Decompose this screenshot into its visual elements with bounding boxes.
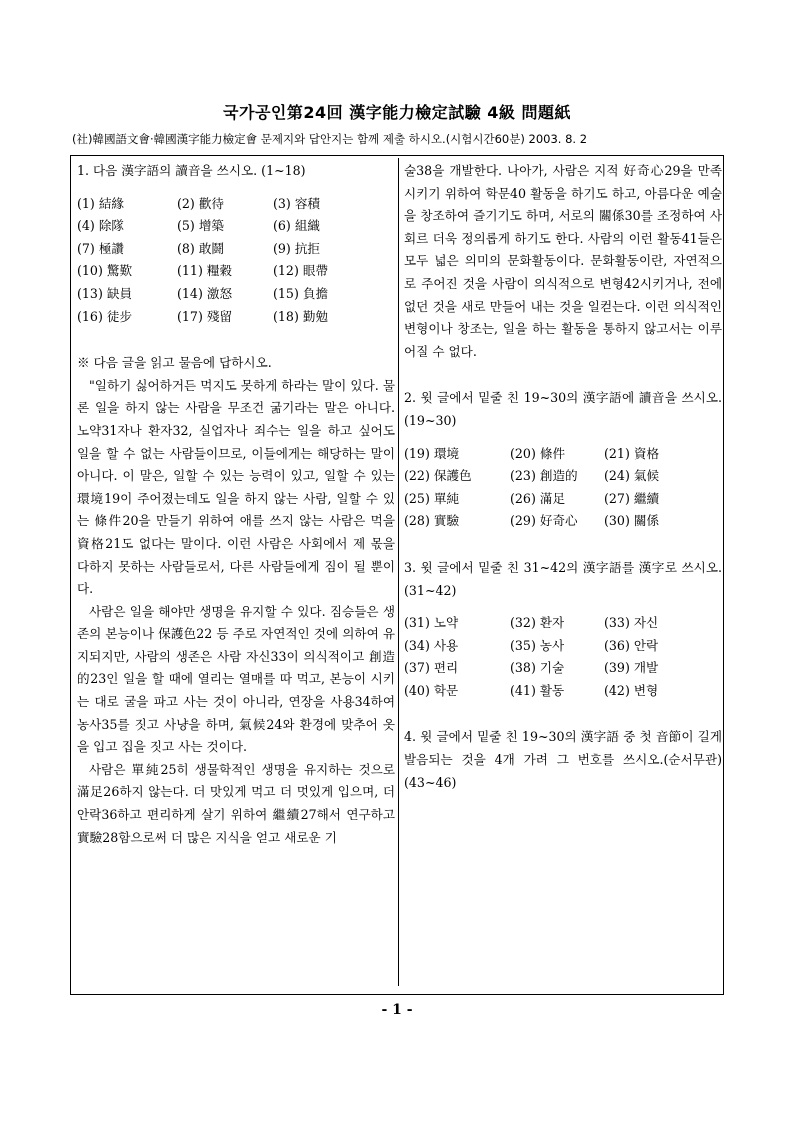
question-3-items <box>404 612 722 702</box>
passage-paragraph: "일하기 싫어하거든 먹지도 못하게 하라는 말이 있다. 물론 일을 하지 않는 사람을 무조건 굶기라는 말은 아니다. 노약31자나 환자32, 실업자나 죄수는 일을 하고 싶어도 일을 할 수 없는 사람들이므로, 이들에게는 해당하는 말이 아니다. 이 말은, 일할 수 있는 능력이 있고, 일할 수 있는 環境19이 주어졌는데도 일을 하지 않는 사람, 일할 수 있는 條件20을 만들기 위하여 애를 쓰지 않는 사람은 먹을 資格21도 없다는 말이다. 이런 사람은 사회에서 제 몫을 다하지 못하는 사람들로서, 다른 사람들에게 짐이 될 뿐이다. <box>77 377 395 597</box>
q3-item: (35) 농사 <box>510 637 565 653</box>
q1-item: (11) 糧穀 <box>177 263 233 279</box>
right-column <box>404 160 722 794</box>
q3-item: (32) 환자 <box>510 615 565 631</box>
q2-item: (23) 創造的 <box>510 468 578 484</box>
left-column <box>77 160 395 849</box>
q2-item: (20) 條件 <box>510 445 566 461</box>
q1-item: (4) 除隊 <box>77 218 125 234</box>
passage-paragraph: 술38을 개발한다. 나아가, 사람은 지적 好奇心29을 만족시키기 위하여 학문40 활동을 하기도 하고, 아름다운 예술을 창조하여 즐기기도 하며, 서로의 關係30를 조정하여 사회르 더욱 정의롭게 하기도 한다. 사람의 이런 활동41들은 모두 넓은 의미의 문화활동이다. 문화활동이란, 자연적으로 주어진 것을 사람이 의식적으로 변형42시키거나, 전에 없던 것을 새로 만들어 내는 것을 일컫는다. 이런 의식적인 변형이나 창조는, 일을 하는 활동을 통하지 않고서는 이루어질 수 없다. <box>404 163 722 359</box>
q1-item: (8) 敢鬪 <box>177 240 225 256</box>
q1-item: (18) 勤勉 <box>273 308 329 324</box>
q3-item: (39) 개발 <box>604 660 659 676</box>
q2-item: (19) 環境 <box>404 445 460 461</box>
q3-item: (41) 활동 <box>510 682 565 698</box>
q2-item: (24) 氣候 <box>604 468 660 484</box>
q3-item: (38) 기술 <box>510 660 565 676</box>
q1-item: (10) 驚歎 <box>77 263 133 279</box>
q3-item: (36) 안락 <box>604 637 659 653</box>
page-number: - 1 - <box>381 1002 413 1018</box>
exam-subtitle: (社)韓國語文會·韓國漢字能力檢定會 문제지와 답안지는 함께 제출 하시오.(시험시간60분) 2003. 8. 2 <box>72 132 588 146</box>
q3-item: (37) 편리 <box>404 660 459 676</box>
q3-item: (40) 학문 <box>404 682 459 698</box>
q1-item: (14) 激怒 <box>177 285 233 301</box>
q2-item: (27) 繼續 <box>604 490 660 506</box>
q1-item: (1) 結緣 <box>77 195 125 211</box>
q2-item: (21) 資格 <box>604 445 660 461</box>
q2-item: (29) 好奇心 <box>510 513 578 529</box>
question-1: 1. 다음 漢字語의 讀音을 쓰시오. (1~18) <box>77 163 306 178</box>
column-divider <box>398 158 399 986</box>
passage-instruction: ※ 다음 글을 읽고 물음에 답하시오. <box>77 355 272 371</box>
q2-item: (30) 關係 <box>604 513 660 529</box>
q1-item: (2) 歡待 <box>177 195 225 211</box>
q3-item: (34) 사용 <box>404 637 459 653</box>
question-4: 4. 윗 글에서 밑줄 친 19~30의 漢字語 중 첫 音節이 길게 발음되는 것을 4개 가려 그 번호를 쓰시오.(순서무관) (43~46) <box>404 729 722 790</box>
q3-item: (33) 자신 <box>604 615 659 631</box>
passage-paragraph: 사람은 單純25히 생물학적인 생명을 유지하는 것으로 滿足26하지 않는다. 더 맛있게 먹고 더 멋있게 입으며, 더 안락36하고 편리하게 살기 위하여 繼續27해서 연구하고 實驗28함으로써 더 많은 지식을 얻고 새로운 기 <box>77 761 395 845</box>
q3-item: (31) 노약 <box>404 615 459 631</box>
q1-item: (5) 增築 <box>177 218 225 234</box>
q2-item: (28) 實驗 <box>404 513 460 529</box>
q1-item: (16) 徒步 <box>77 308 133 324</box>
q1-item: (12) 眼帶 <box>273 263 329 279</box>
question-2-items <box>404 443 722 533</box>
q1-item: (9) 抗拒 <box>273 240 321 256</box>
q3-item: (42) 변형 <box>604 682 659 698</box>
q1-item: (3) 容積 <box>273 195 321 211</box>
q1-item: (6) 組織 <box>273 218 321 234</box>
q1-item: (17) 殘留 <box>177 308 233 324</box>
q2-item: (26) 滿足 <box>510 490 566 506</box>
question-1-items <box>77 193 395 329</box>
q1-item: (13) 缺員 <box>77 285 133 301</box>
q1-item: (7) 極讚 <box>77 240 125 256</box>
q2-item: (25) 單純 <box>404 490 460 506</box>
page-title: 국가공인第24回 漢字能力檢定試驗 4級 問題紙 <box>223 103 571 122</box>
passage-paragraph: 사람은 일을 해야만 생명을 유지할 수 있다. 짐승들은 생존의 본능이나 保護色22 등 주로 자연적인 것에 의하여 유지되지만, 사람의 생존은 사람 자신33이 의식적이고 創造的23인 일을 할 때에 열리는 열매를 따 먹고, 본능이 시키는 대로 굴을 파고 사는 것이 아니라, 연장을 사용34하여 농사35를 짓고 사냥을 하며, 氣候24와 환경에 맞추어 옷을 입고 집을 짓고 사는 것이다. <box>77 603 395 755</box>
q1-item: (15) 負擔 <box>273 285 329 301</box>
q2-item: (22) 保護色 <box>404 468 472 484</box>
question-2: 2. 윗 글에서 밑줄 친 19~30의 漢字語에 讀音을 쓰시오. (19~30) <box>404 390 722 428</box>
question-3: 3. 윗 글에서 밑줄 친 31~42의 漢字語를 漢字로 쓰시오. (31~42) <box>404 559 722 598</box>
